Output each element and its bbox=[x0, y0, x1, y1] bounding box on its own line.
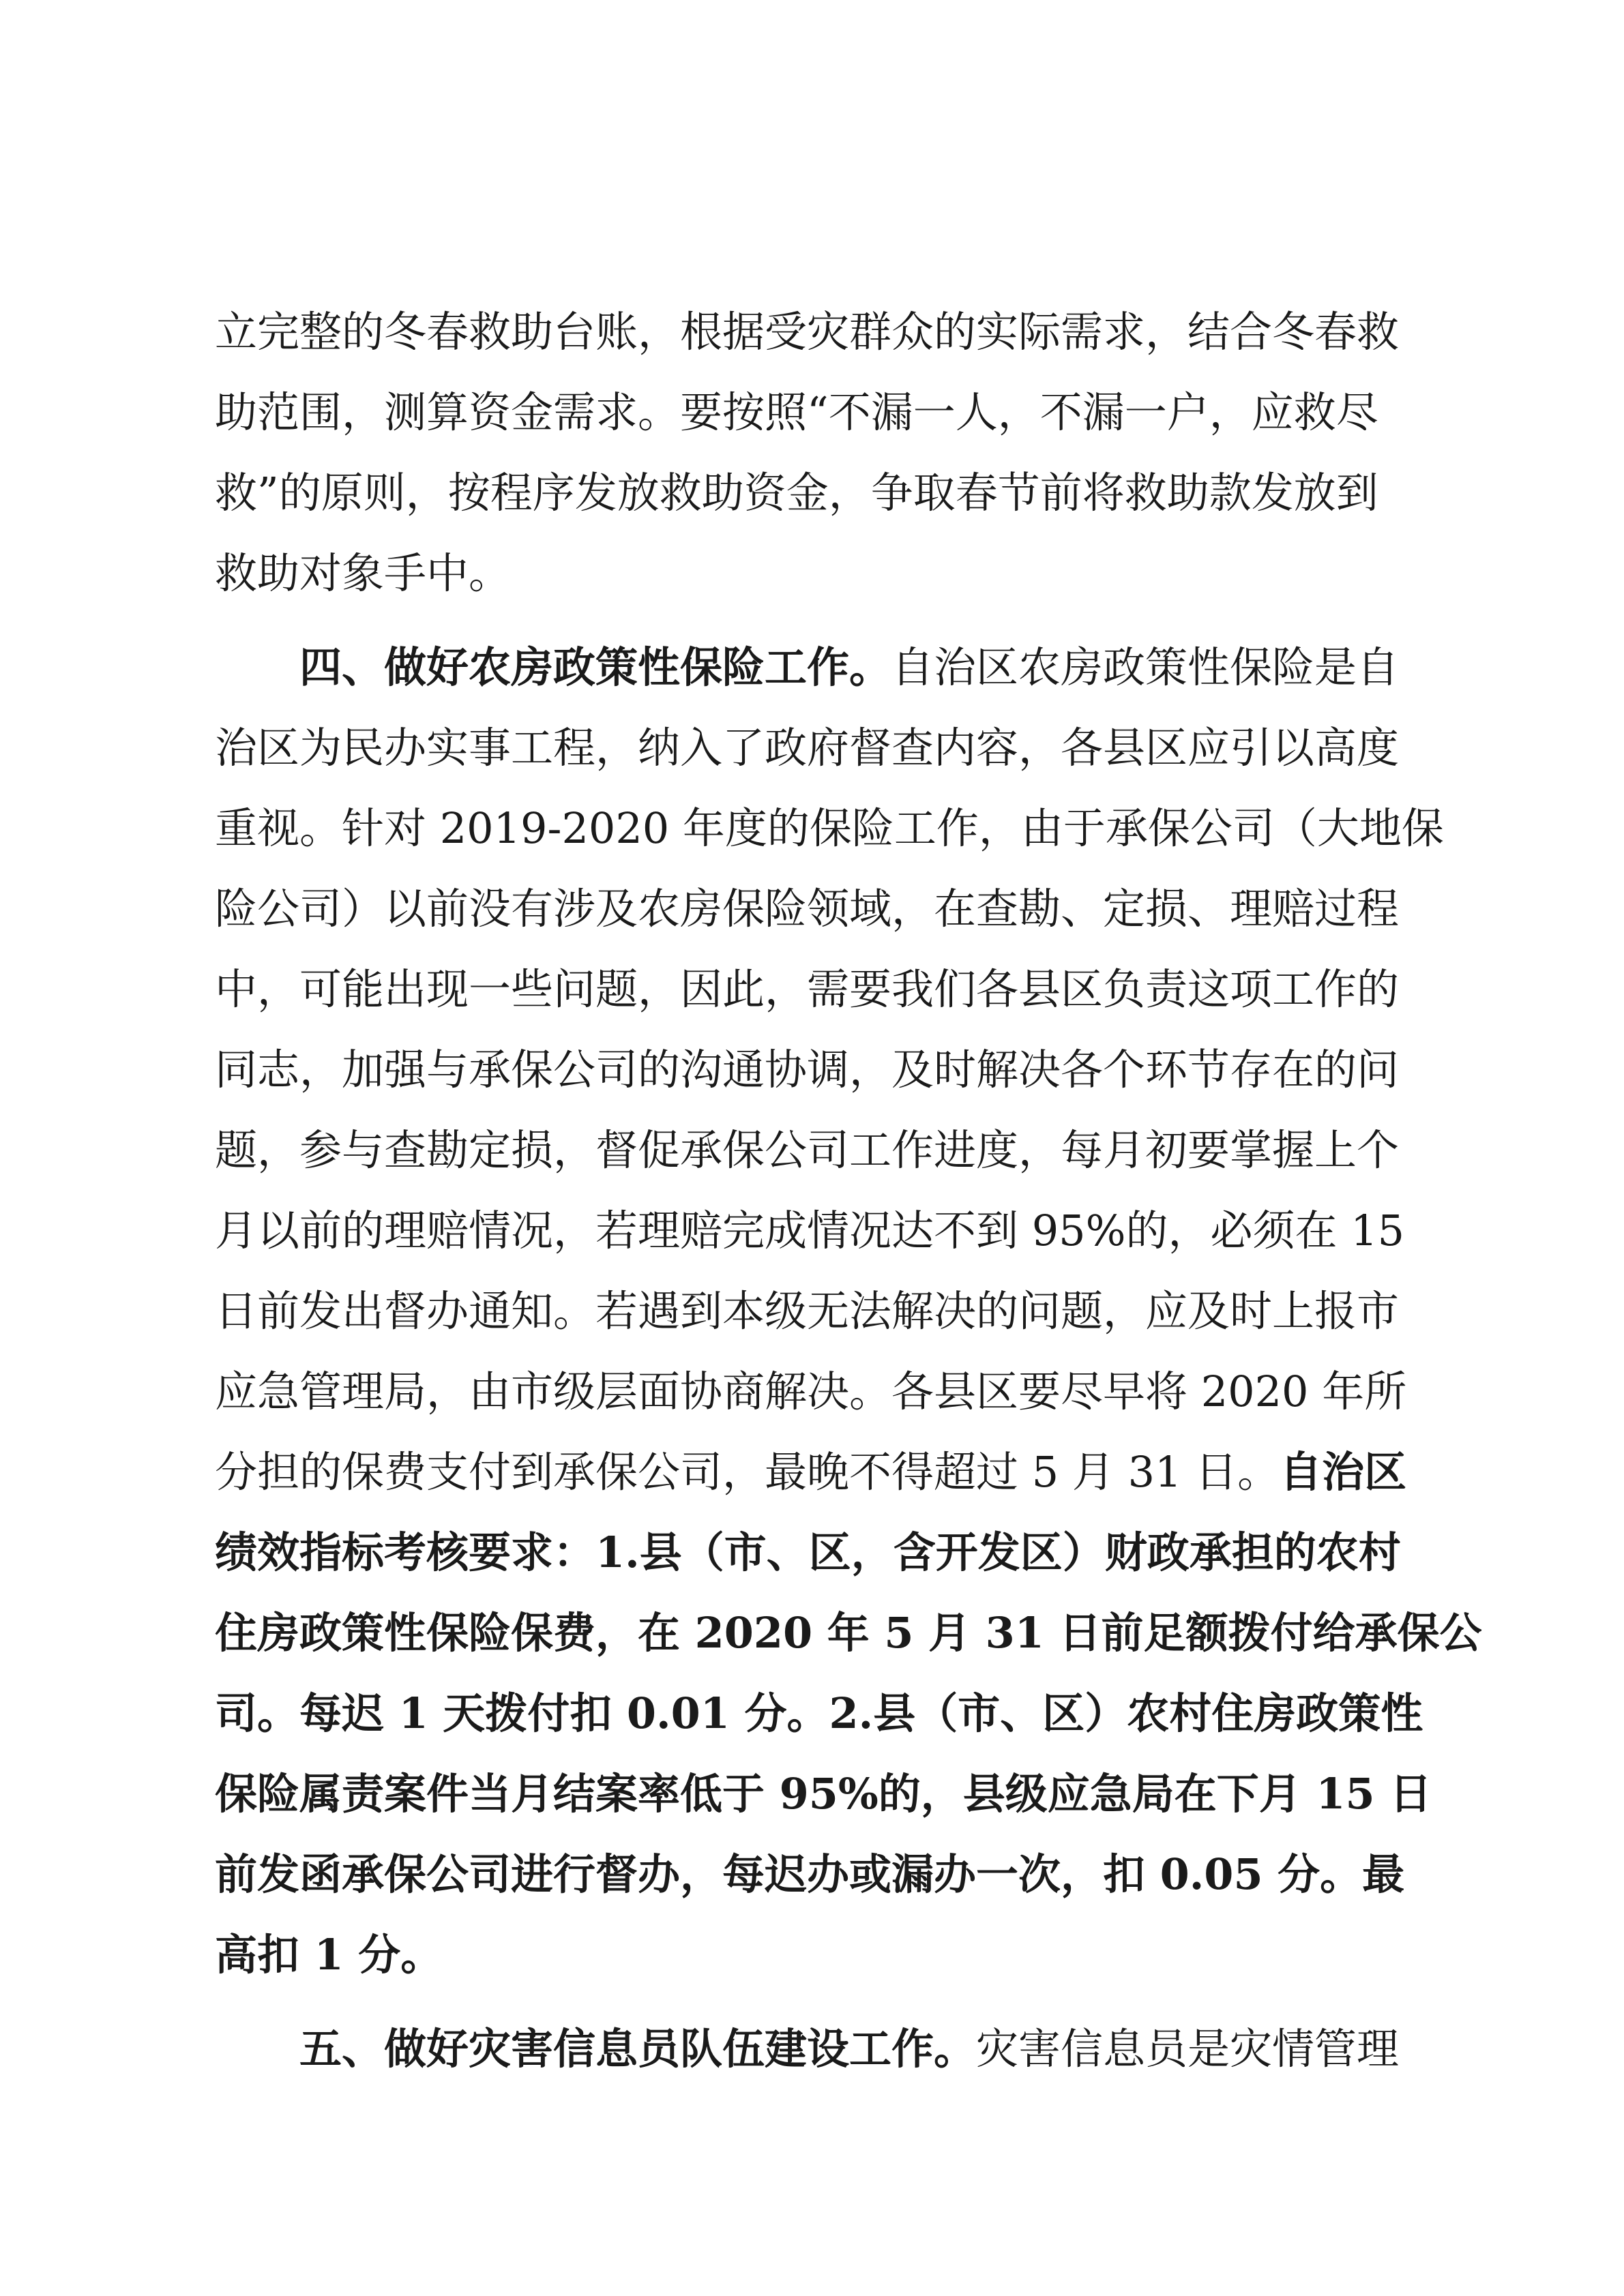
text-line: 救”的原则，按程序发放救助资金，争取春节前将救助款发放到 bbox=[215, 468, 1378, 518]
text-line: 四、做好农房政策性保险工作。自治区农房政策性保险是自 bbox=[299, 642, 1400, 692]
section-heading-5: 五、做好灾害信息员队伍建设工作。 bbox=[299, 2024, 977, 2074]
text-line: 立完整的冬春救助台账，根据受灾群众的实际需求，结合冬春救 bbox=[215, 307, 1400, 357]
text-line: 日前发出督办通知。若遇到本级无法解决的问题，应及时上报市 bbox=[215, 1286, 1400, 1336]
assessment-heading: 绩效指标考核要求： bbox=[215, 1527, 596, 1577]
paragraph-winter-relief bbox=[215, 292, 1415, 614]
text-line: 月以前的理赔情况，若理赔完成情况达不到 95%的，必须在 15 bbox=[215, 1206, 1405, 1255]
text-line: 同志，加强与承保公司的沟通协调，及时解决各个环节存在的问 bbox=[215, 1045, 1400, 1094]
text-line: 司。每迟 1 天拨付扣 0.01 分。2.县（市、区）农村住房政策性 bbox=[215, 1688, 1423, 1738]
text-line: 前发函承保公司进行督办，每迟办或漏办一次，扣 0.05 分。最 bbox=[215, 1849, 1405, 1899]
text-line: 绩效指标考核要求：1.县（市、区，含开发区）财政承担的农村 bbox=[215, 1527, 1401, 1577]
text-line: 分担的保费支付到承保公司，最晚不得超过 5 月 31 日。自治区 bbox=[215, 1447, 1407, 1497]
assessment-heading-start: 自治区 bbox=[1280, 1447, 1407, 1497]
text-line: 五、做好灾害信息员队伍建设工作。灾害信息员是灾情管理 bbox=[299, 2024, 1400, 2074]
text-line: 高扣 1 分。 bbox=[215, 1930, 443, 1980]
text-line: 中，可能出现一些问题，因此，需要我们各县区负责这项工作的 bbox=[215, 964, 1400, 1014]
body-text bbox=[215, 292, 1482, 2089]
text-line: 助范围，测算资金需求。要按照“不漏一人，不漏一户，应救尽 bbox=[215, 387, 1378, 437]
text-line: 重视。针对 2019-2020 年度的保险工作，由于承保公司（大地保 bbox=[215, 803, 1444, 853]
text-line: 治区为民办实事工程，纳入了政府督查内容，各县区应引以高度 bbox=[215, 723, 1400, 773]
text-line: 题，参与查勘定损，督促承保公司工作进度，每月初要掌握上个 bbox=[215, 1125, 1400, 1175]
text-line: 应急管理局，由市级层面协商解决。各县区要尽早将 2020 年所 bbox=[215, 1367, 1407, 1416]
text-line: 救助对象手中。 bbox=[215, 548, 512, 598]
text-line: 保险属责案件当月结案率低于 95%的，县级应急局在下月 15 日 bbox=[215, 1769, 1432, 1819]
text-line: 险公司）以前没有涉及农房保险领域，在查勘、定损、理赔过程 bbox=[215, 884, 1400, 934]
text-line: 住房政策性保险保费，在 2020 年 5 月 31 日前足额拨付给承保公 bbox=[215, 1608, 1482, 1658]
paragraph-disaster-informants bbox=[215, 2009, 1415, 2089]
section-heading-4: 四、做好农房政策性保险工作。 bbox=[299, 642, 892, 692]
paragraph-housing-insurance bbox=[215, 627, 1482, 1995]
